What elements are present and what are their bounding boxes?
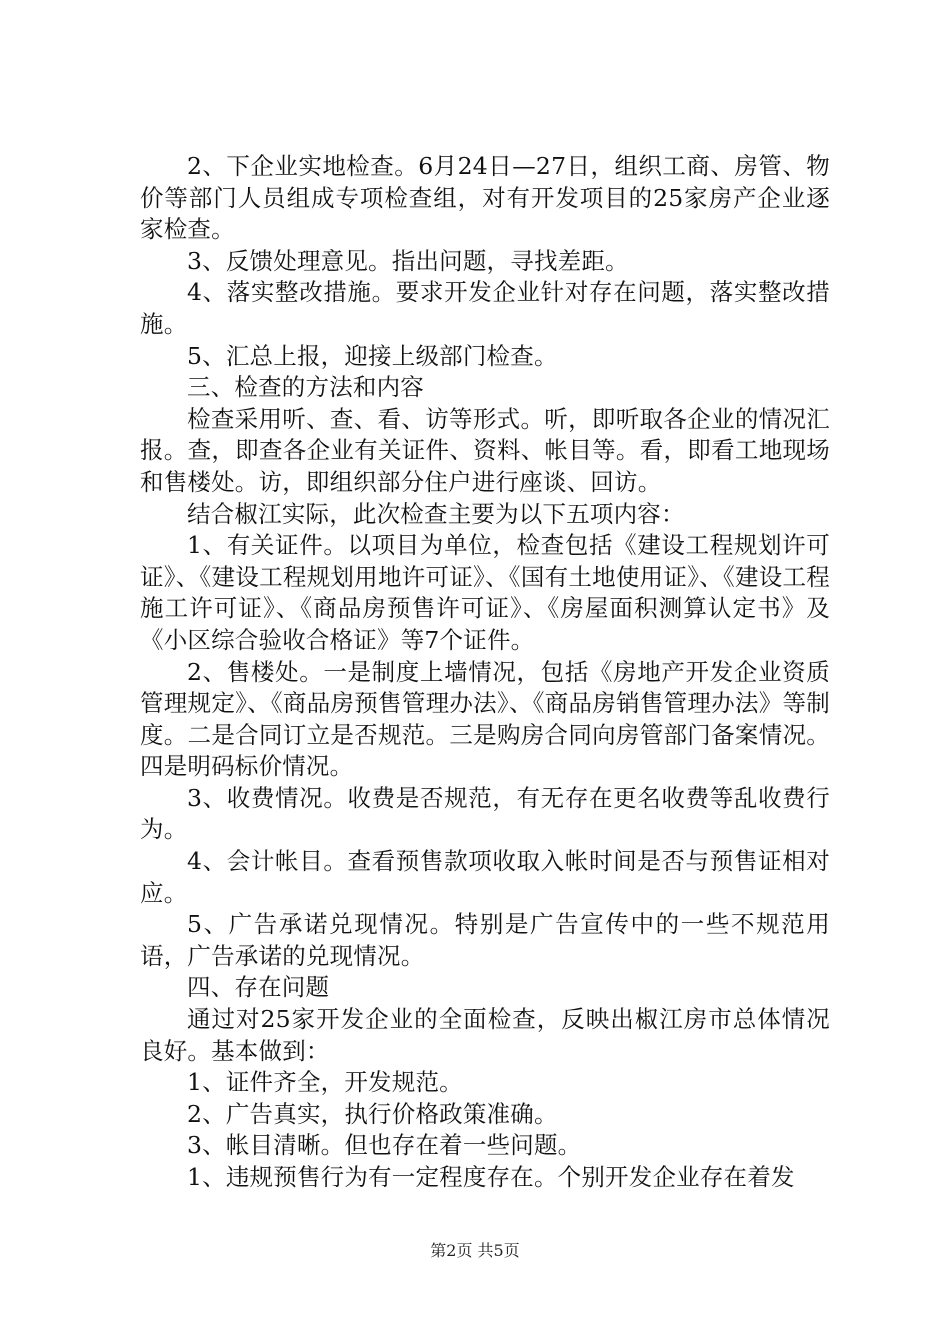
paragraph-rectification: 4、落实整改措施。要求开发企业针对存在问题，落实整改措施。: [140, 278, 830, 338]
section-heading-problems: 四、存在问题: [187, 973, 330, 1002]
paragraph-accounts: 4、会计帐目。查看预售款项收取入帐时间是否与预售证相对应。: [140, 847, 830, 907]
paragraph-summary-report: 5、汇总上报，迎接上级部门检查。: [187, 341, 558, 370]
paragraph-fees: 3、收费情况。收费是否规范，有无存在更名收费等乱收费行为。: [140, 783, 830, 844]
paragraph-feedback: 3、反馈处理意见。指出问题，寻找差距。: [187, 246, 629, 275]
page-number-footer: 第2页 共5页: [430, 1241, 520, 1260]
paragraph-five-items-intro: 结合椒江实际，此次检查主要为以下五项内容：: [187, 499, 685, 528]
paragraph-presale-violations: 1、违规预售行为有一定程度存在。个别开发企业存在着发: [187, 1163, 795, 1191]
paragraph-overall-result: 通过对25家开发企业的全面检查，反映出椒江房市总体情况良好。基本做到：: [140, 1005, 830, 1065]
section-heading-methods: 三、检查的方法和内容: [187, 373, 424, 402]
list-item-ads-truthful: 2、广告真实，执行价格政策准确。: [187, 1099, 558, 1128]
list-item-accounts-clear: 3、帐目清晰。但也存在着一些问题。: [187, 1131, 582, 1160]
document-body: [140, 151, 830, 1194]
paragraph-inspection-forms: 检查采用听、查、看、访等形式。听，即听取各企业的情况汇报。查，即查各企业有关证件、资料、帐目等。看，即看工地现场和售楼处。访，即组织部分住户进行座谈、回访。: [140, 404, 830, 496]
paragraph-sales-office: 2、售楼处。一是制度上墙情况，包括《房地产开发企业资质管理规定》、《商品房预售管理办法》、《商品房销售管理办法》等制度。二是合同订立是否规范。三是购房合同向房管部门备案情况。四是明码标价情况。: [140, 657, 830, 781]
paragraph-certificates: 1、有关证件。以项目为单位，检查包括《建设工程规划许可证》、《建设工程规划用地许可证》、《国有土地使用证》、《建设工程施工许可证》、《商品房预售许可证》、《房屋面积测算认定书》及《小区综合验收合格证》等7个证件。: [140, 531, 830, 654]
list-item-certificates-complete: 1、证件齐全，开发规范。: [187, 1068, 463, 1097]
paragraph-advertising: 5、广告承诺兑现情况。特别是广告宣传中的一些不规范用语，广告承诺的兑现情况。: [140, 910, 830, 970]
paragraph-site-inspection: 2、下企业实地检查。6月24日—27日，组织工商、房管、物价等部门人员组成专项检查组，对有开发项目的25家房产企业逐家检查。: [140, 152, 830, 244]
